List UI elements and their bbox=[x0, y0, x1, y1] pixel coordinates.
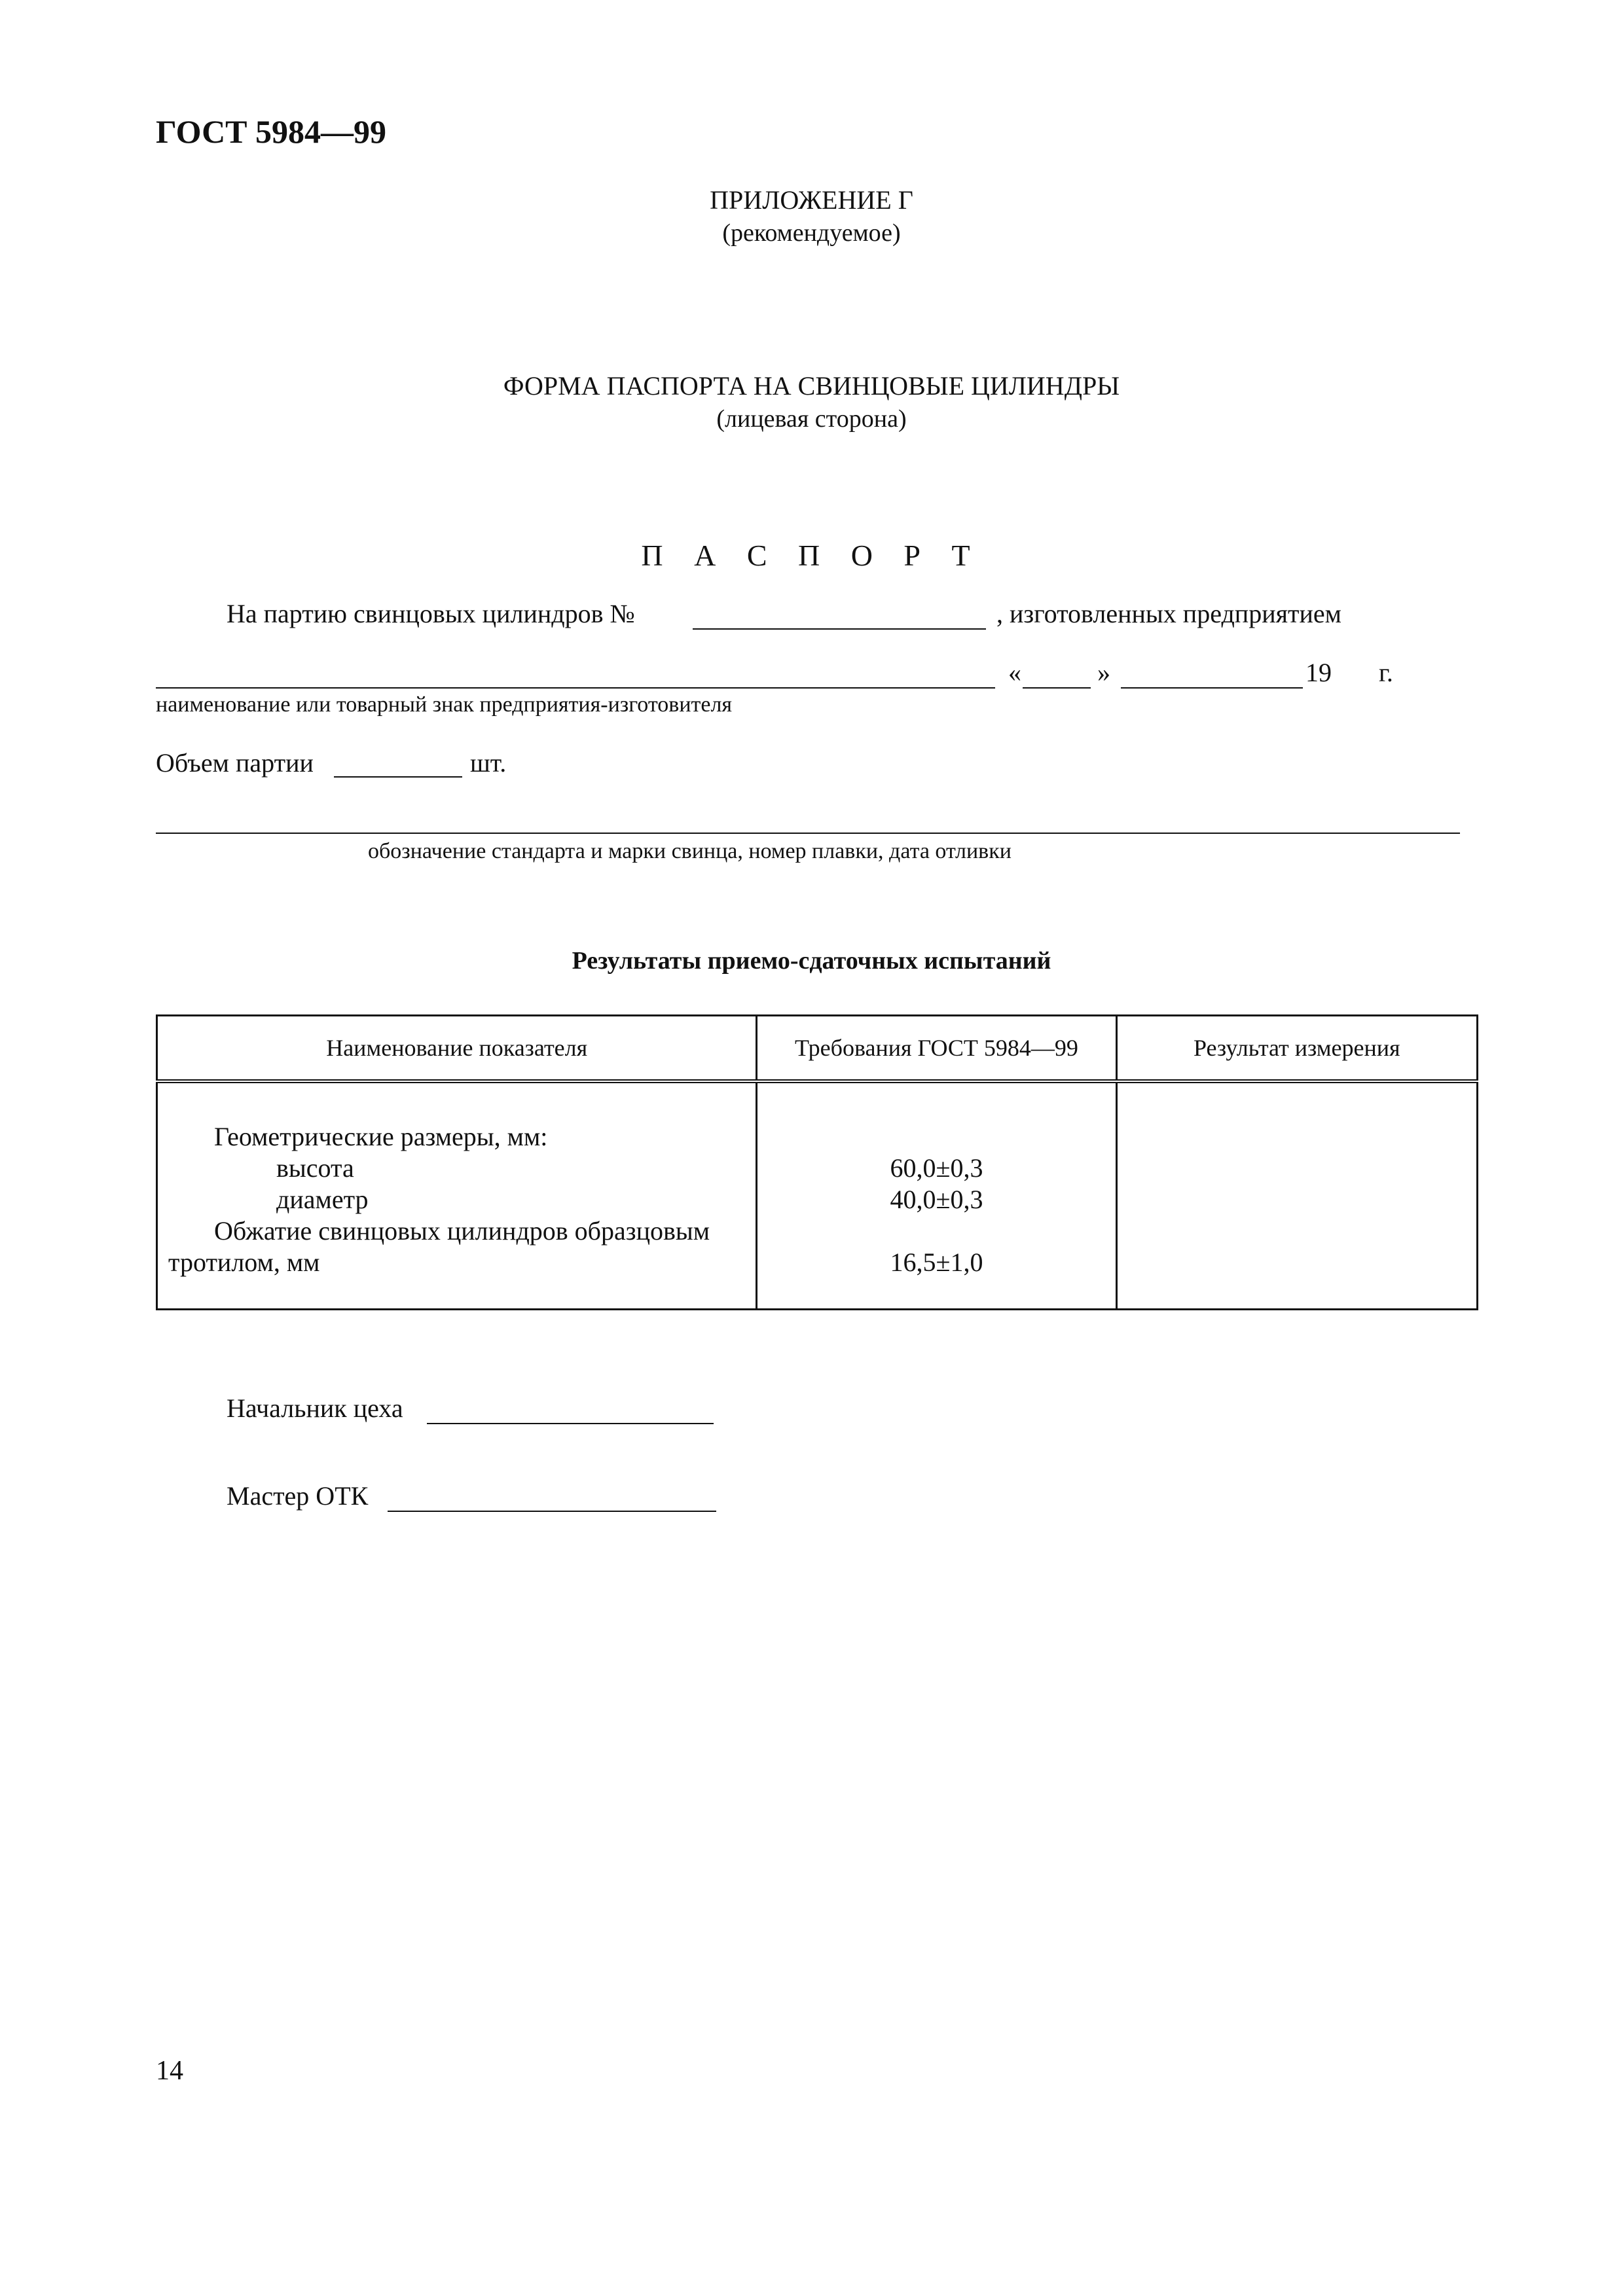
day-field[interactable] bbox=[1023, 687, 1091, 689]
designation-field[interactable] bbox=[156, 833, 1460, 834]
standard-code: ГОСТ 5984—99 bbox=[156, 113, 387, 150]
appendix-subtitle: (рекомендуемое) bbox=[722, 219, 901, 247]
height-requirement: 60,0±0,3 bbox=[890, 1153, 983, 1183]
quote-close: » bbox=[1097, 658, 1110, 687]
year-prefix: 19 bbox=[1305, 658, 1332, 687]
results-table bbox=[156, 1014, 1478, 1310]
diameter-label: диаметр bbox=[276, 1185, 369, 1214]
year-suffix: г. bbox=[1379, 658, 1393, 687]
qc-master-signature-field[interactable] bbox=[388, 1511, 716, 1512]
table-header-row bbox=[157, 1016, 1478, 1082]
batch-suffix: , изготовленных предприятием bbox=[996, 599, 1341, 628]
compression-label-line2: тротилом, мм bbox=[168, 1247, 320, 1277]
manufacturer-caption: наименование или товарный знак предприятия-изготовителя bbox=[156, 692, 733, 717]
batch-prefix: На партию свинцовых цилиндров № bbox=[227, 599, 635, 628]
page-number: 14 bbox=[156, 2056, 183, 2086]
header-indicator: Наименование показателя bbox=[157, 1016, 757, 1082]
batch-number-field[interactable] bbox=[693, 628, 986, 630]
designation-caption: обозначение стандарта и марки свинца, номер плавки, дата отливки bbox=[368, 839, 1012, 863]
shop-head-label: Начальник цеха bbox=[227, 1393, 403, 1423]
appendix-title: ПРИЛОЖЕНИЕ Г bbox=[710, 185, 913, 215]
volume-field[interactable] bbox=[334, 776, 462, 778]
header-requirements: Требования ГОСТ 5984—99 bbox=[757, 1016, 1116, 1082]
height-label: высота bbox=[276, 1153, 354, 1183]
month-field[interactable] bbox=[1121, 687, 1303, 689]
diameter-requirement: 40,0±0,3 bbox=[890, 1185, 983, 1214]
quote-open: « bbox=[1008, 658, 1021, 687]
volume-label: Объем партии bbox=[156, 748, 314, 778]
measurement-cell[interactable] bbox=[1116, 1081, 1477, 1310]
geometry-label: Геометрические размеры, мм: bbox=[214, 1122, 548, 1151]
shop-head-signature-field[interactable] bbox=[427, 1423, 714, 1424]
passport-title: П А С П О Р Т bbox=[641, 539, 982, 572]
results-title: Результаты приемо-сдаточных испытаний bbox=[572, 947, 1051, 975]
manufacturer-field[interactable] bbox=[156, 687, 995, 689]
volume-unit: шт. bbox=[470, 748, 507, 778]
compression-label-line1: Обжатие свинцовых цилиндров образцовым bbox=[214, 1216, 710, 1246]
header-measurement: Результат измерения bbox=[1116, 1016, 1477, 1082]
compression-requirement: 16,5±1,0 bbox=[890, 1247, 983, 1277]
table-row bbox=[157, 1081, 1478, 1310]
qc-master-label: Мастер ОТК bbox=[227, 1481, 369, 1511]
requirements-cell bbox=[757, 1081, 1116, 1310]
form-subtitle: (лицевая сторона) bbox=[716, 405, 907, 433]
form-title: ФОРМА ПАСПОРТА НА СВИНЦОВЫЕ ЦИЛИНДРЫ bbox=[503, 371, 1120, 401]
indicator-cell bbox=[157, 1081, 757, 1310]
